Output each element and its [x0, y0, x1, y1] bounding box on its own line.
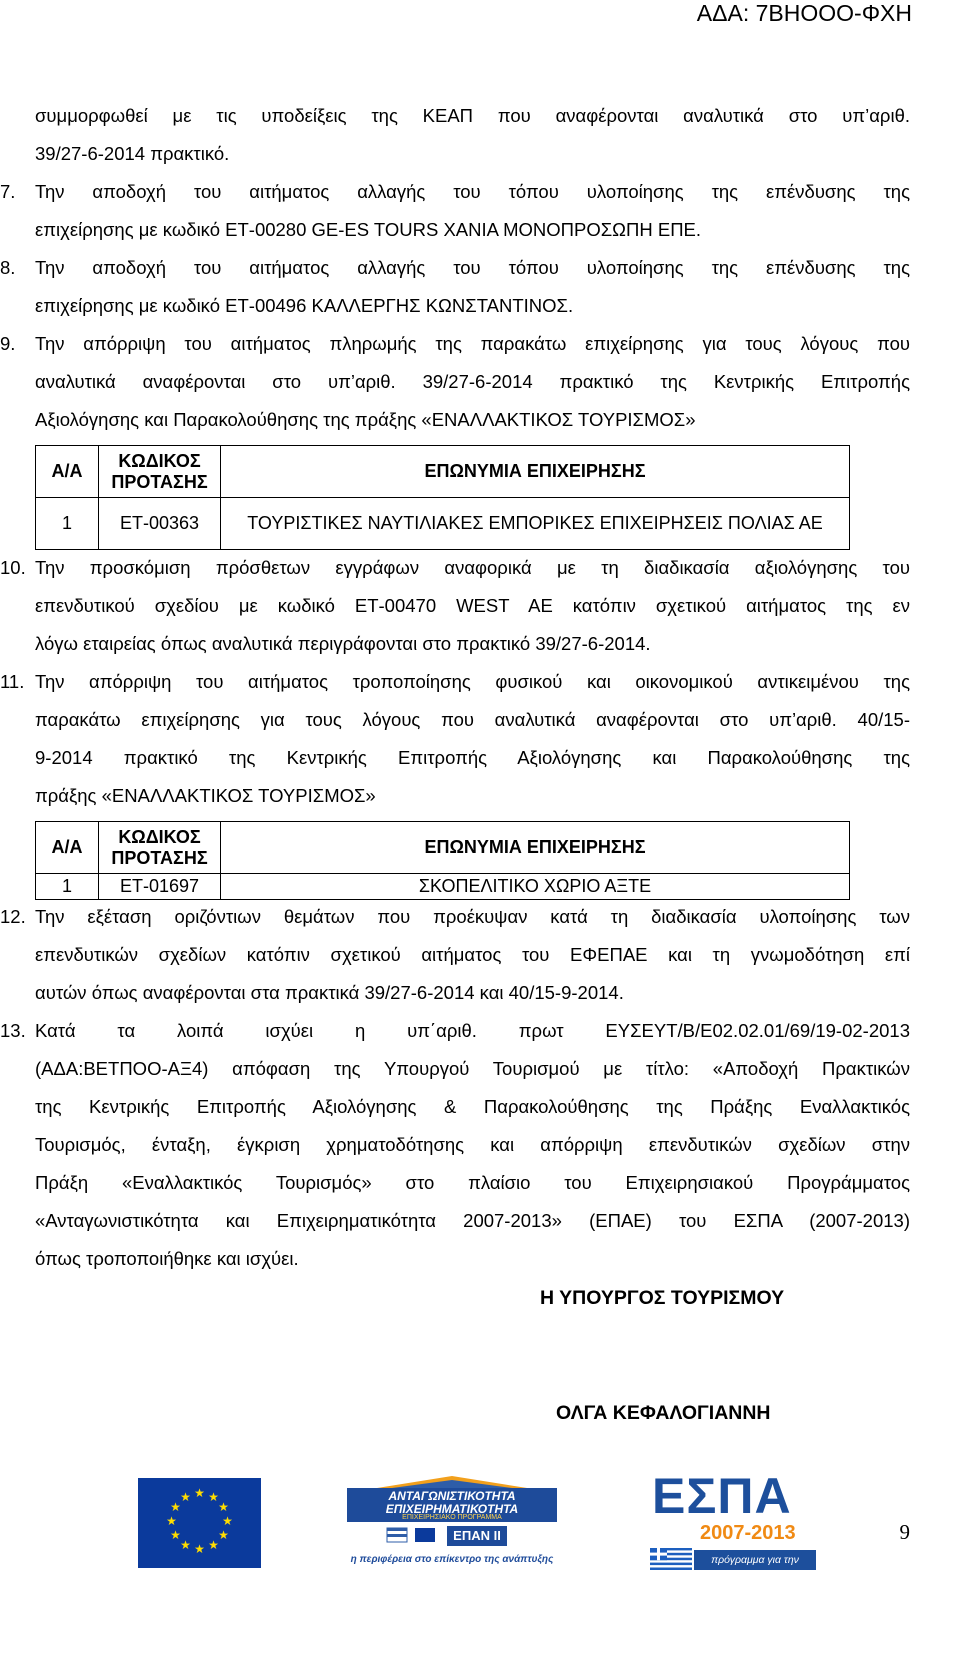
paragraph-line: 9-2014 πρακτικό της Κεντρικής Επιτροπής Αξιολόγησης και Παρακολούθησης της [35, 747, 910, 768]
svg-text:★: ★ [222, 1514, 233, 1528]
svg-text:★: ★ [208, 1490, 219, 1504]
paragraph-line: επιχείρησης με κωδικό ΕΤ-00496 ΚΑΛΛΕΡΓΗΣ ΚΩΝΣΤΑΝΤΙΝΟΣ. [35, 295, 574, 316]
espa-title: ΕΣΠΑ [652, 1468, 792, 1524]
cell-code: ΕΤ-00363 [99, 498, 221, 550]
eu-flag-logo [138, 1478, 261, 1573]
paragraph-line: 39/27-6-2014 πρακτικό. [35, 143, 230, 164]
table-row [36, 874, 850, 900]
header-cell-name: ΕΠΩΝΥΜΙΑ ΕΠΙΧΕΙΡΗΣΗΣ [221, 446, 850, 498]
signature-title: Η ΥΠΟΥΡΓΟΣ ΤΟΥΡΙΣΜΟΥ [540, 1287, 785, 1309]
paragraph-line: επενδυτικού σχεδίου με κωδικό ΕΤ-00470 WEST AE κατόπιν σχετικού αιτήματος της εν [35, 595, 910, 616]
paragraph-line: λόγω εταιρείας όπως αναλυτικά περιγράφονται στο πρακτικό 39/27-6-2014. [35, 633, 651, 654]
item-number: 10. [0, 557, 26, 578]
header-cell-code: ΚΩΔΙΚΟΣ ΠΡΟΤΑΣΗΣ [99, 446, 221, 498]
table-header-row [36, 822, 850, 874]
espa-slogan: πρόγραμμα για την ανάπτυξη [694, 1550, 816, 1570]
svg-text:★: ★ [208, 1538, 219, 1552]
logo-text-line1: ΑΝΤΑΓΩΝΙΣΤΙΚΟΤΗΤΑ [388, 1489, 516, 1503]
item-number: 9. [0, 333, 16, 354]
paragraph-line: επιχείρησης με κωδικό ΕΤ-00280 GE-ES TOURS ΧΑΝΙΑ ΜΟΝΟΠΡΟΣΩΠΗ ΕΠΕ. [35, 219, 702, 240]
svg-text:★: ★ [194, 1542, 205, 1556]
paragraph-line: Αξιολόγησης και Παρακολούθησης της πράξης «ΕΝΑΛΛΑΚΤΙΚΟΣ ΤΟΥΡΙΣΜΟΣ» [35, 409, 696, 430]
greek-flag-icon [650, 1548, 692, 1570]
item-number: 11. [0, 671, 25, 692]
paragraph-line: όπως τροποποιήθηκε και ισχύει. [35, 1248, 299, 1269]
item-number: 13. [0, 1020, 26, 1041]
paragraph-line: Την εξέταση οριζόντιων θεμάτων που προέκυψαν κατά τη διαδικασία υλοποίησης των [35, 906, 910, 927]
header-cell-aa: Α/Α [36, 822, 99, 874]
paragraph-line: Την αποδοχή του αιτήματος αλλαγής του τόπου υλοποίησης της επένδυσης της [35, 257, 910, 278]
firm-table [35, 445, 850, 550]
paragraph-line: της Κεντρικής Επιτροπής Αξιολόγησης & Παρακολούθησης της Πράξης Εναλλακτικός [35, 1096, 910, 1117]
logo-text-line3: ΕΠΙΧΕΙΡΗΣΙΑΚΟ ΠΡΟΓΡΑΜΜΑ [402, 1514, 502, 1521]
paragraph-line: αυτών όπως αναφέρονται στα πρακτικά 39/27-6-2014 και 40/15-9-2014. [35, 982, 624, 1003]
paragraph-line: «Ανταγωνιστικότητα και Επιχειρηματικότητα 2007-2013» (ΕΠΑΕ) του ΕΣΠΑ (2007-2013) [35, 1210, 910, 1231]
paragraph-line: Πράξη «Εναλλακτικός Τουρισμός» στο πλαίσιο του Επιχειρησιακού Προγράμματος [35, 1172, 910, 1193]
logo-text-line2: ΕΠΙΧΕΙΡΗΜΑΤΙΚΟΤΗΤΑ [385, 1502, 519, 1516]
item-number: 12. [0, 906, 26, 927]
espa-logo [648, 1468, 816, 1586]
header-cell-aa: Α/Α [36, 446, 99, 498]
paragraph-line: Την απόρριψη του αιτήματος πληρωμής της παρακάτω επιχείρησης για τους λόγους που [35, 333, 910, 354]
logo-badge-text: ΕΠΑΝ ΙΙ [453, 1528, 501, 1543]
paragraph-line: παρακάτω επιχείρησης για τους λόγους που αναλυτικά αναφέρονται στο υπ’αριθ. 40/15- [35, 709, 910, 730]
svg-text:★: ★ [218, 1528, 229, 1542]
paragraph-line: Την απόρριψη του αιτήματος τροποποίησης φυσικού και οικονομικού αντικειμένου της [35, 671, 910, 692]
svg-text:★: ★ [170, 1528, 181, 1542]
signature-name: ΟΛΓΑ ΚΕΦΑΛΟΓΙΑΝΝΗ [556, 1402, 771, 1424]
svg-text:★: ★ [170, 1500, 181, 1514]
ada-header: ΑΔΑ: 7ΒΗΟΟΟ-ΦΧΗ [696, 0, 912, 26]
svg-text:★: ★ [166, 1514, 177, 1528]
table-header-row [36, 446, 850, 498]
paragraph-line: Την αποδοχή του αιτήματος αλλαγής του τόπου υλοποίησης της επένδυσης της [35, 181, 910, 202]
logo-slogan: η περιφέρεια στο επίκεντρο της ανάπτυξης [350, 1554, 554, 1565]
paragraph-line: Κατά τα λοιπά ισχύει η υπ΄αριθ. πρωτ ΕΥΣΕΥΤ/Β/Ε02.02.01/69/19-02-2013 [35, 1020, 910, 1041]
svg-text:★: ★ [218, 1500, 229, 1514]
paragraph-line: αναλυτικά αναφέρονται στο υπ’αριθ. 39/27-6-2014 πρακτικό της Κεντρικής Επιτροπής [35, 371, 910, 392]
header-cell-code: ΚΩΔΙΚΟΣ ΠΡΟΤΑΣΗΣ [99, 822, 221, 874]
competitiveness-programme-logo [347, 1470, 557, 1570]
paragraph-line: Τουρισμός, ένταξη, έγκριση χρηματοδότησης και απόρριψη επενδυτικών σχεδίων στην [35, 1134, 910, 1155]
paragraph-line: επενδυτικών σχεδίων κατόπιν σχετικού αιτήματος του ΕΦΕΠΑΕ και τη γνωμοδότηση επί [35, 944, 910, 965]
paragraph-line: (ΑΔΑ:ΒΕΤΠΟΟ-ΑΞ4) απόφαση της Υπουργού Τουρισμού με τίτλο: «Αποδοχή Πρακτικών [35, 1058, 910, 1079]
svg-text:★: ★ [194, 1486, 205, 1500]
table-row [36, 498, 850, 550]
header-cell-name: ΕΠΩΝΥΜΙΑ ΕΠΙΧΕΙΡΗΣΗΣ [221, 822, 850, 874]
cell-code: ΕΤ-01697 [99, 874, 221, 900]
espa-years: 2007-2013 [700, 1522, 796, 1544]
firm-table [35, 821, 850, 900]
item-number: 7. [0, 181, 16, 202]
cell-name: ΤΟΥΡΙΣΤΙΚΕΣ ΝΑΥΤΙΛΙΑΚΕΣ ΕΜΠΟΡΙΚΕΣ ΕΠΙΧΕΙΡΗΣΕΙΣ ΠΟΛΙΑΣ ΑΕ [221, 498, 850, 550]
paragraph-line: συμμορφωθεί με τις υποδείξεις της ΚΕΑΠ που αναφέρονται αναλυτικά στο υπ’αριθ. [35, 105, 910, 126]
item-number: 8. [0, 257, 16, 278]
cell-aa: 1 [36, 498, 99, 550]
cell-name: ΣΚΟΠΕΛΙΤΙΚΟ ΧΩΡΙΟ ΑΞΤΕ [221, 874, 850, 900]
paragraph-line: Την προσκόμιση πρόσθετων εγγράφων αναφορικά με τη διαδικασία αξιολόγησης του [35, 557, 910, 578]
page-number: 9 [899, 1520, 910, 1544]
svg-text:★: ★ [180, 1538, 191, 1552]
svg-text:★: ★ [180, 1490, 191, 1504]
cell-aa: 1 [36, 874, 99, 900]
paragraph-line: πράξης «ΕΝΑΛΛΑΚΤΙΚΟΣ ΤΟΥΡΙΣΜΟΣ» [35, 785, 376, 806]
